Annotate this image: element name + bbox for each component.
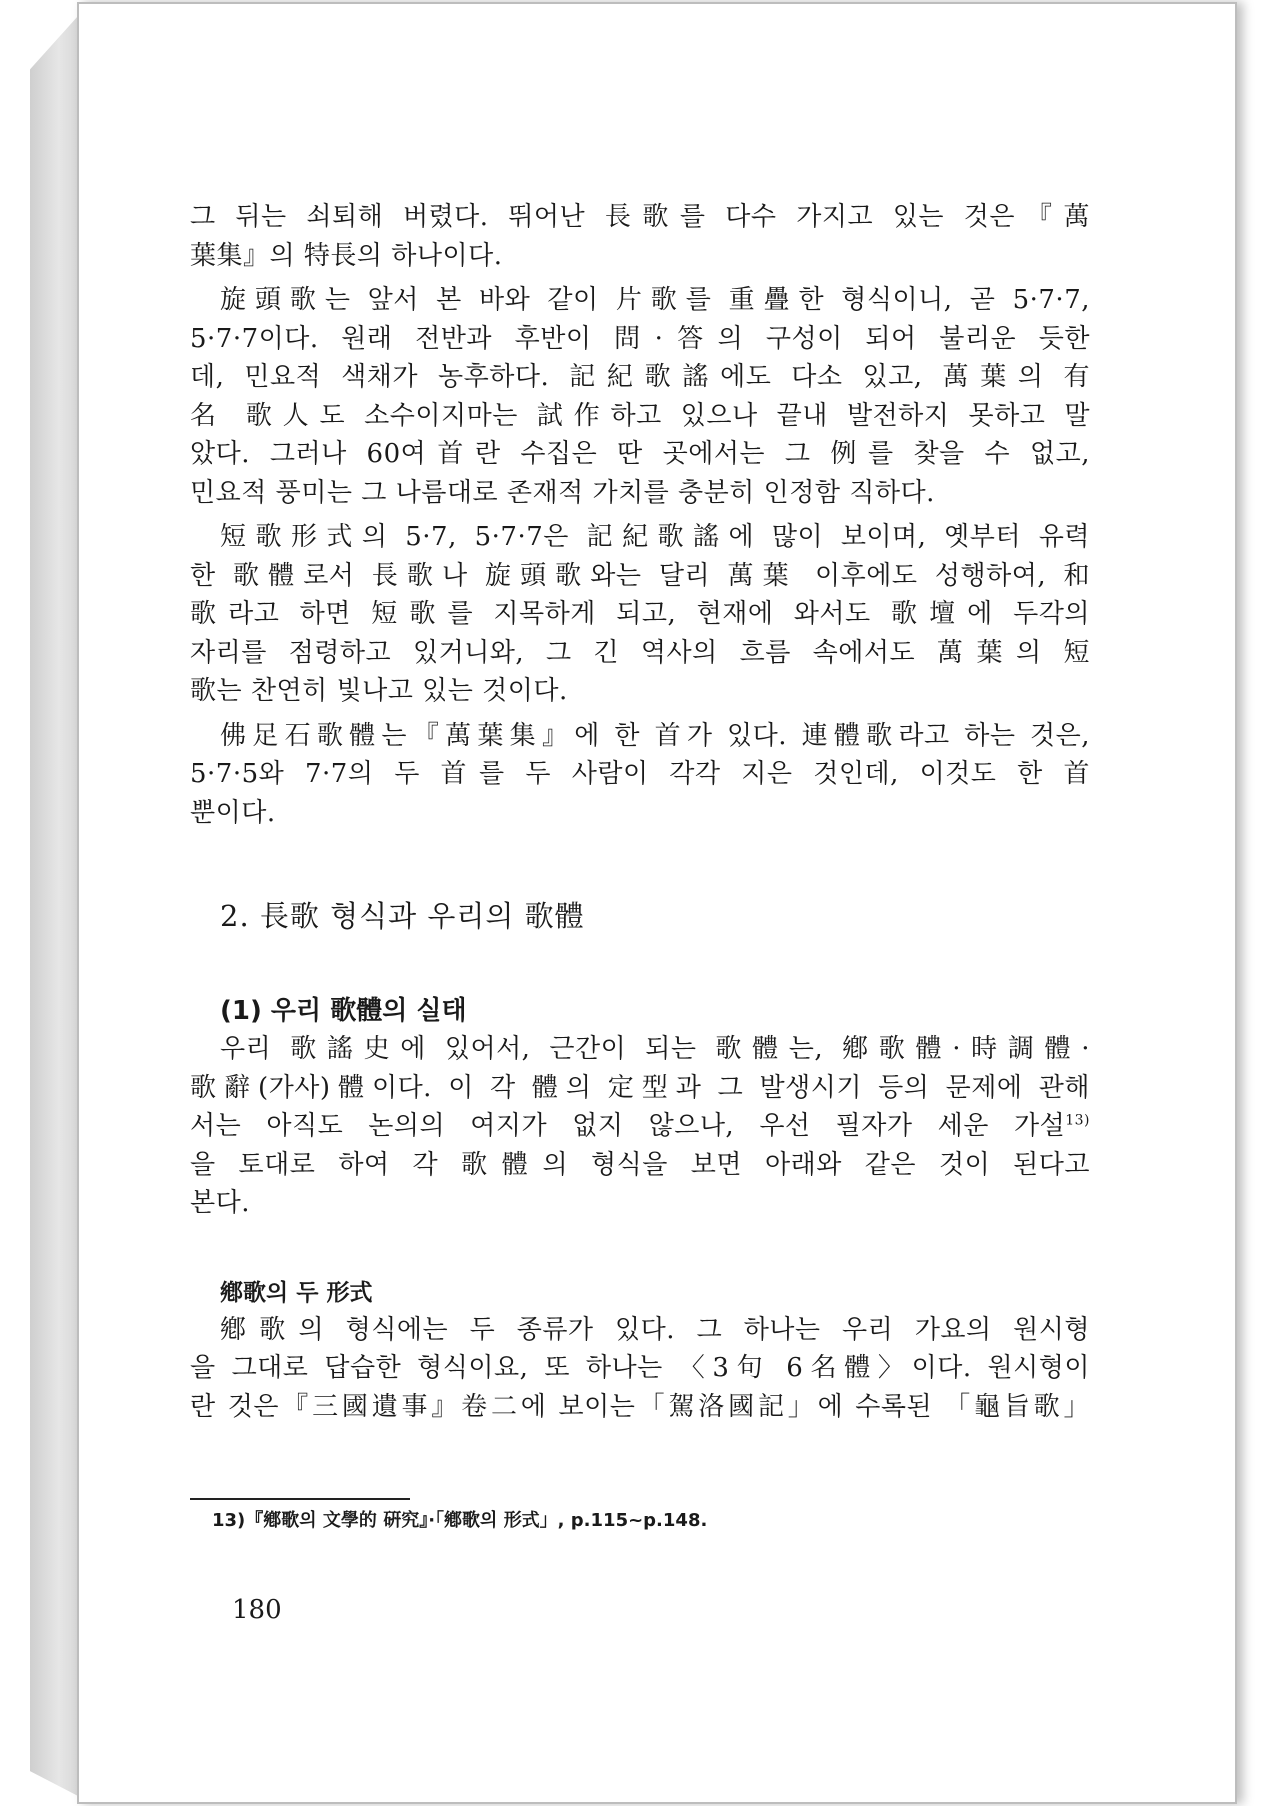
text-line: 鄕歌의 형식에는 두 종류가 있다. 그 하나는 우리 가요의 원시형 — [220, 1314, 1090, 1345]
text-line: 5·7·7이다. 원래 전반과 후반이 問·答의 구성이 되어 불리운 듯한 — [190, 323, 1090, 354]
text-line: 았다. 그러나 60여首란 수집은 딴 곳에서는 그 例를 찾을 수 없고, — [190, 439, 1090, 469]
text-line — [190, 1107, 1090, 1146]
text-line: 본다. — [190, 1188, 250, 1218]
text-line: 短歌形式의 5·7, 5·7·7은 記紀歌謠에 많이 보이며, 옛부터 유력 — [220, 522, 1090, 552]
text-line: 을 토대로 하여 각 歌體의 형식을 보면 아래와 같은 것이 된다고 — [190, 1149, 1090, 1180]
text-line: 歌는 찬연히 빛나고 있는 것이다. — [190, 676, 568, 706]
sub-heading: 鄕歌의 두 形式 — [220, 1279, 373, 1306]
footnote-divider — [190, 1498, 410, 1500]
paragraph-5 — [190, 1030, 1090, 1223]
paragraph-4 — [190, 717, 1090, 833]
text-line: 名 歌人도 소수이지마는 試作하고 있으나 끝내 발전하지 못하고 말 — [190, 400, 1090, 431]
text-line: 旋頭歌는 앞서 본 바와 같이 片歌를 重疊한 형식이니, 곧 5·7·7, — [220, 285, 1090, 315]
text-line: 란 것은『三國遺事』卷二에 보이는「駕洛國記」에 수록된 「龜旨歌」 — [190, 1391, 1090, 1422]
text-line: 5·7·5와 7·7의 두 首를 두 사람이 각각 지은 것인데, 이것도 한 首 — [190, 759, 1090, 789]
text-line: 데, 민요적 색채가 농후하다. 記紀歌謠에도 다소 있고, 萬葉의 有 — [190, 362, 1090, 392]
text-line: 우리 歌謠史에 있어서, 근간이 되는 歌體는, 鄕歌體·時調體· — [220, 1034, 1090, 1064]
text-line: 뿐이다. — [190, 797, 276, 828]
paragraph-2 — [190, 281, 1090, 512]
page-body — [190, 198, 1090, 1432]
footnote-marker: 13) — [1065, 1112, 1090, 1129]
paragraph-6 — [190, 1311, 1090, 1427]
paragraph-3 — [190, 518, 1090, 711]
text-line: 歌辭(가사)體이다. 이 각 體의 定型과 그 발생시기 등의 문제에 관해 — [190, 1072, 1090, 1103]
text-line: 歌라고 하면 短歌를 지목하게 되고, 현재에 와서도 歌壇에 두각의 — [190, 599, 1090, 629]
text-line: 그 뒤는 쇠퇴해 버렸다. 뛰어난 長歌를 다수 가지고 있는 것은『萬 — [190, 202, 1090, 232]
paragraph-1 — [190, 198, 1090, 275]
text-line: 민요적 풍미는 그 나름대로 존재적 가치를 충분히 인정함 직하다. — [190, 477, 935, 508]
page-stack-spine — [30, 16, 78, 1796]
text-line: 자리를 점령하고 있거니와, 그 긴 역사의 흐름 속에서도 萬葉의 短 — [190, 637, 1090, 668]
page-number: 180 — [232, 1595, 282, 1625]
text-line-content: 서는 아직도 논의의 여지가 없지 않으나, 우선 필자가 세운 가설 — [190, 1111, 1066, 1141]
section-heading: 2. 長歌 형식과 우리의 歌體 — [220, 899, 585, 933]
text-line: 한 歌體로서 長歌나 旋頭歌와는 달리 萬葉 이후에도 성행하여, 和 — [190, 560, 1090, 591]
text-line: 葉集』의 特長의 하나이다. — [190, 240, 503, 271]
text-line: 佛足石歌體는『萬葉集』에 한 首가 있다. 連體歌라고 하는 것은, — [220, 720, 1090, 751]
subsection-heading: (1) 우리 歌體의 실태 — [220, 996, 467, 1026]
footnote-text: 13)『鄕歌의 文學的 硏究』·「鄕歌의 形式」, p.115~p.148. — [212, 1510, 708, 1531]
text-line: 을 그대로 답습한 형식이요, 또 하나는 〈3句 6名體〉이다. 원시형이 — [190, 1353, 1090, 1383]
